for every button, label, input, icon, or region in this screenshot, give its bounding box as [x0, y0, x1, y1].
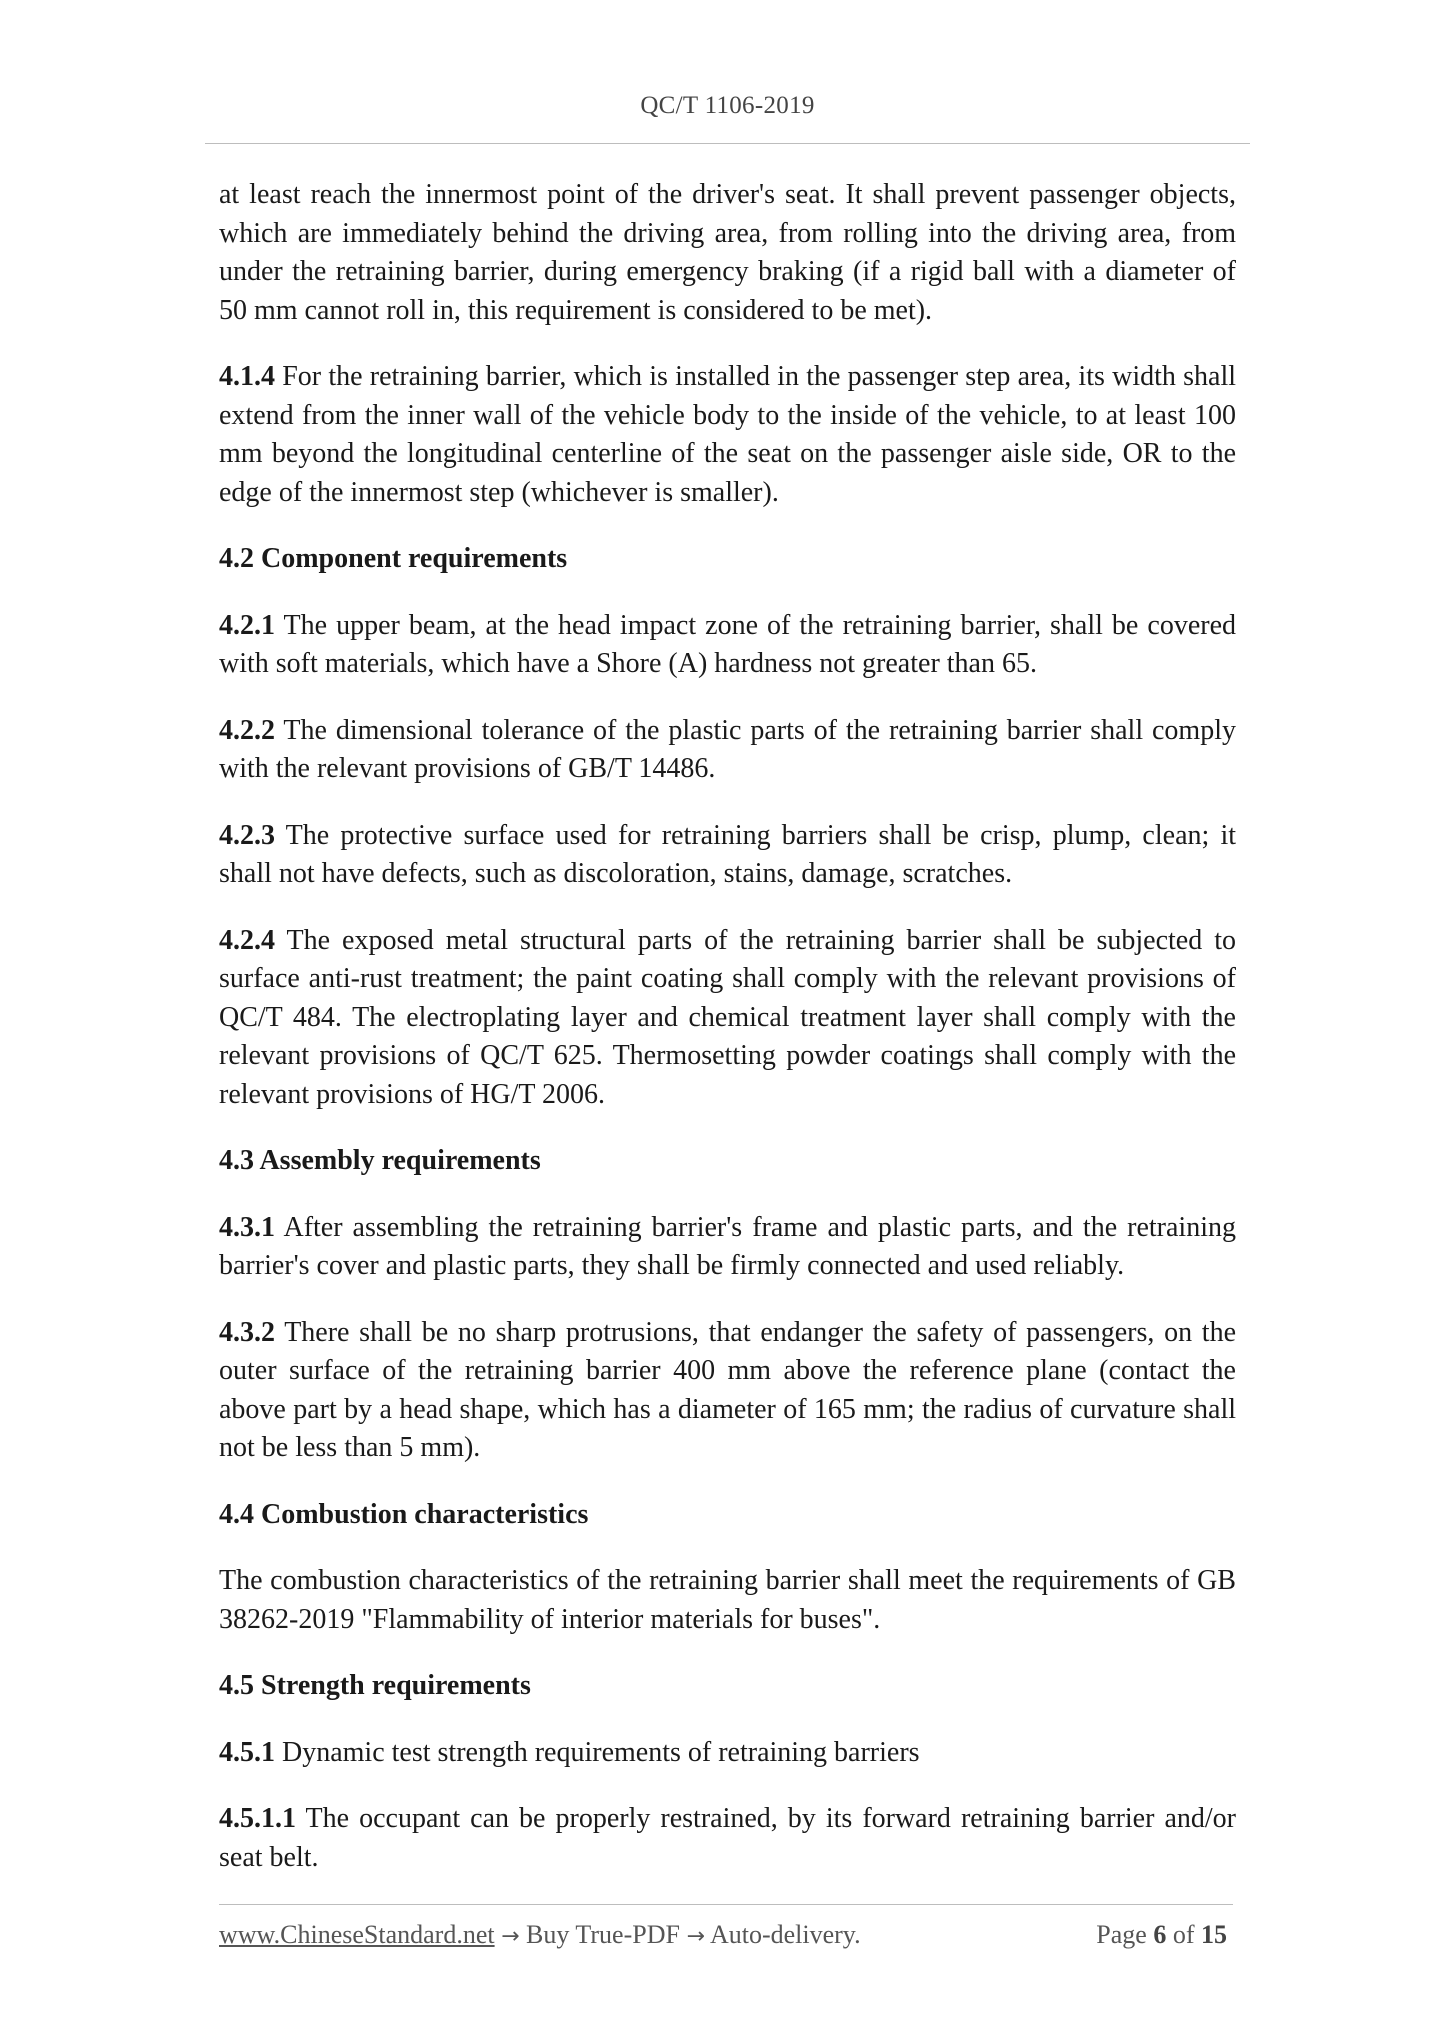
clause-number: 4.3.2: [219, 1316, 275, 1348]
clause-text: For the retraining barrier, which is installed in the passenger step area, its width shall extend from the inner wall of the vehicle body to the inside of the vehicle, to at least 100 mm beyond the longitudinal centerline of the seat on the passenger aisle side, OR to the edge of the innermost step (whichever is smaller).: [219, 361, 1237, 508]
clause-number: 4.2.4: [219, 924, 275, 956]
clause-number: 4.5.1: [219, 1736, 275, 1768]
clause-number: 4.1.4: [219, 361, 275, 392]
clause-text: The upper beam, at the head impact zone of the retraining barrier, shall be covered with soft materials, which have a Shore (A) hardness not greater than 65.: [219, 609, 1236, 679]
site-link[interactable]: www.ChineseStandard.net: [219, 1920, 495, 1949]
clause-4-2-4: [219, 922, 1236, 1115]
section-heading-4-4: 4.4 Combustion characteristics: [219, 1498, 589, 1530]
clause-text: Dynamic test strength requirements of retraining barriers: [282, 1736, 920, 1768]
paragraph-text: at least reach the innermost point of the driver's seat. It shall prevent passenger objects, which are immediately behind the driving area, from rolling into the driving area, from under the retraining barrier, during emergency braking (if a rigid ball with a diameter of 50 mm cannot roll in, this requirement is considered to be met).: [219, 179, 1236, 326]
clause-number: 4.2.2: [219, 714, 275, 746]
arrow-right-icon: →: [686, 1924, 705, 1949]
page-current: 6: [1153, 1920, 1167, 1949]
clause-4-3-2: [219, 1314, 1236, 1468]
clause-4-4: [219, 1562, 1236, 1639]
clause-4-2-3: [219, 817, 1236, 894]
header-divider: [205, 143, 1250, 144]
document-body: [219, 176, 1236, 1905]
clause-text: The dimensional tolerance of the plastic parts of the retraining barrier shall comply with the relevant provisions of GB/T 14486.: [219, 714, 1236, 784]
clause-number: 4.2.3: [219, 819, 275, 851]
footer-divider: [219, 1904, 1233, 1905]
page-total: 15: [1201, 1920, 1227, 1949]
section-heading-4-5: 4.5 Strength requirements: [219, 1670, 531, 1701]
paragraph-continued: [219, 176, 1236, 330]
section-heading-4-3: 4.3 Assembly requirements: [219, 1145, 541, 1176]
page-header: [205, 92, 1250, 120]
clause-text: The exposed metal structural parts of the retraining barrier shall be subjected to surface anti-rust treatment; the paint coating shall comply with the relevant provisions of QC/T 484. The electroplating layer and chemical treatment layer shall comply with the relevant provisions of QC/T 625. Thermosetting powder coatings shall comply with the relevant provisions of HG/T 2006.: [219, 924, 1236, 1110]
arrow-right-icon: →: [501, 1924, 520, 1949]
buy-text: Buy True-PDF: [526, 1920, 680, 1949]
of-word: of: [1172, 1920, 1195, 1949]
clause-text: The combustion characteristics of the retraining barrier shall meet the requirements of GB 38262-2019 "Flammability of interior materials for buses".: [219, 1565, 1236, 1635]
clause-4-3-1: [219, 1209, 1236, 1286]
clause-number: 4.5.1.1: [219, 1803, 296, 1834]
clause-text: The occupant can be properly restrained, by its forward retraining barrier and/or seat belt.: [219, 1803, 1236, 1873]
clause-number: 4.2.1: [219, 609, 275, 641]
clause-number: 4.3.1: [219, 1211, 275, 1243]
clause-text: The protective surface used for retraining barriers shall be crisp, plump, clean; it shall not have defects, such as discoloration, stains, damage, scratches.: [219, 819, 1236, 889]
page-indicator: [1096, 1920, 1227, 1950]
clause-4-2-2: [219, 712, 1236, 789]
clause-4-2-1: [219, 607, 1236, 684]
clause-4-5-1-1: [219, 1800, 1236, 1877]
delivery-text: Auto-delivery.: [709, 1920, 861, 1949]
clause-text: After assembling the retraining barrier's frame and plastic parts, and the retraining barrier's cover and plastic parts, they shall be firmly connected and used reliably.: [219, 1211, 1236, 1281]
doc-code: QC/T 1106-2019: [640, 92, 815, 119]
clause-text: There shall be no sharp protrusions, that endanger the safety of passengers, on the outer surface of the retraining barrier 400 mm above the reference plane (contact the above part by a head shape, which has a diameter of 165 mm; the radius of curvature shall not be less than 5 mm).: [219, 1316, 1236, 1463]
clause-4-1-4: [219, 358, 1236, 512]
clause-4-5-1: [219, 1734, 1236, 1773]
page-word: Page: [1096, 1920, 1147, 1949]
section-heading-4-2: 4.2 Component requirements: [219, 543, 568, 574]
footer-promo: [219, 1920, 861, 1950]
